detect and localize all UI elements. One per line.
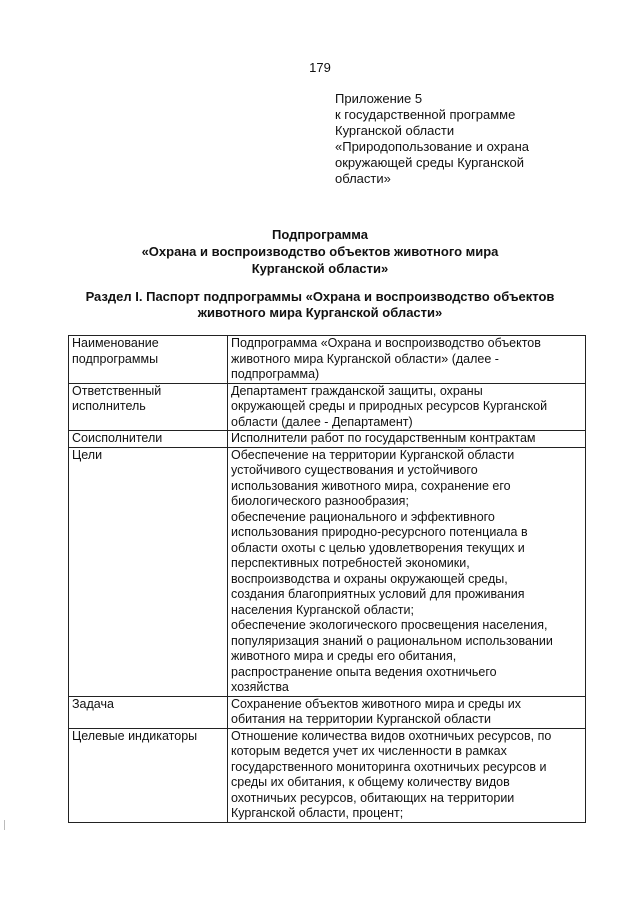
subprogram-heading: [0, 226, 640, 277]
row-value-line: обитания на территории Курганской области: [231, 712, 491, 726]
row-value-line: животного мира и среды его обитания,: [231, 649, 457, 663]
row-label-cell: [69, 431, 228, 448]
row-value-line: окружающей среды и природных ресурсов Курганской: [231, 399, 548, 413]
section-title-line: животного мира Курганской области»: [197, 305, 443, 320]
row-value-line: Отношение количества видов охотничьих ресурсов, по: [231, 728, 552, 743]
row-value-line: использования природно-ресурсного потенциала в: [231, 525, 528, 539]
row-label-line: Ответственный: [72, 383, 162, 398]
row-value-line: биологического разнообразия;: [231, 494, 409, 508]
appendix-line: «Природопользование и охрана: [335, 139, 530, 154]
heading-line: Курганской области»: [251, 261, 389, 276]
row-value-line: распространение опыта ведения охотничьего: [231, 664, 497, 679]
row-value-cell: [228, 383, 586, 431]
row-label-cell: [69, 728, 228, 822]
row-value-line: области охоты с целью удовлетворения текущих и: [231, 540, 525, 555]
row-value-line: среды их обитания, к общему количеству видов: [231, 775, 510, 789]
table-row: [69, 336, 586, 384]
table-row: [69, 383, 586, 431]
appendix-line: Курганской области: [335, 123, 455, 138]
row-label-line: подпрограммы: [72, 351, 159, 366]
row-value-line: обеспечение рационального и эффективного: [231, 509, 495, 524]
appendix-line: области»: [335, 171, 391, 186]
row-value-line: охотничьих ресурсов, обитающих на территории: [231, 790, 515, 805]
row-value-line: государственного мониторинга охотничьих ресурсов и: [231, 759, 547, 774]
row-label-line: исполнитель: [72, 399, 146, 413]
row-label-line: Соисполнители: [72, 431, 163, 445]
row-value-cell: [228, 728, 586, 822]
row-value-line: Курганской области, процент;: [231, 806, 404, 820]
row-value-line: использования животного мира, сохранение его: [231, 478, 511, 493]
row-value-line: создания благоприятных условий для проживания: [231, 587, 525, 601]
row-label-cell: [69, 383, 228, 431]
section-title-line: Раздел I. Паспорт подпрограммы «Охрана и воспроизводство объектов: [85, 289, 555, 304]
row-value-line: которым ведется учет их численности в рамках: [231, 744, 507, 758]
row-value-line: Департамент гражданской защиты, охраны: [231, 383, 483, 398]
row-value-line: обеспечение экологического просвещения населения,: [231, 618, 548, 632]
appendix-line: окружающей среды Курганской: [335, 155, 525, 170]
row-label-cell: [69, 336, 228, 384]
row-label-cell: [69, 696, 228, 728]
passport-table-body: [69, 336, 586, 823]
row-value-line: хозяйства: [231, 680, 289, 694]
appendix-note: [335, 91, 595, 187]
row-label-cell: [69, 447, 228, 696]
row-value-line: популяризация знаний о рациональном использовании: [231, 633, 553, 648]
row-value-cell: [228, 696, 586, 728]
row-value-line: подпрограмма): [231, 367, 320, 381]
row-value-line: Сохранение объектов животного мира и среды их: [231, 696, 521, 711]
passport-table: [68, 335, 586, 823]
scan-margin-mark: [4, 820, 5, 830]
row-value-line: области (далее - Департамент): [231, 414, 413, 429]
table-row: [69, 696, 586, 728]
appendix-line: к государственной программе: [335, 107, 516, 122]
row-value-cell: [228, 336, 586, 384]
row-value-line: Подпрограмма «Охрана и воспроизводство объектов: [231, 336, 541, 350]
page-number: 179: [309, 60, 331, 75]
table-row: [69, 447, 586, 696]
heading-line: «Охрана и воспроизводство объектов животного мира: [141, 244, 499, 259]
row-value-line: устойчивого существования и устойчивого: [231, 463, 478, 477]
row-value-line: перспективных потребностей экономики,: [231, 556, 470, 570]
row-label-line: Задача: [72, 696, 114, 711]
table-row: [69, 431, 586, 448]
row-value-cell: [228, 447, 586, 696]
row-value-line: Исполнители работ по государственным контрактам: [231, 431, 536, 445]
heading-line: Подпрограмма: [272, 227, 368, 242]
row-label-line: Наименование: [72, 336, 159, 350]
row-value-line: воспроизводства и охраны окружающей среды,: [231, 571, 508, 586]
row-value-cell: [228, 431, 586, 448]
row-value-line: населения Курганской области;: [231, 602, 414, 617]
row-value-line: животного мира Курганской области» (далее -: [231, 351, 499, 366]
appendix-line: Приложение 5: [335, 91, 423, 106]
row-label-line: Цели: [72, 447, 103, 462]
row-value-line: Обеспечение на территории Курганской области: [231, 447, 515, 462]
section-title: [0, 289, 640, 321]
table-row: [69, 728, 586, 822]
row-label-line: Целевые индикаторы: [72, 728, 198, 743]
